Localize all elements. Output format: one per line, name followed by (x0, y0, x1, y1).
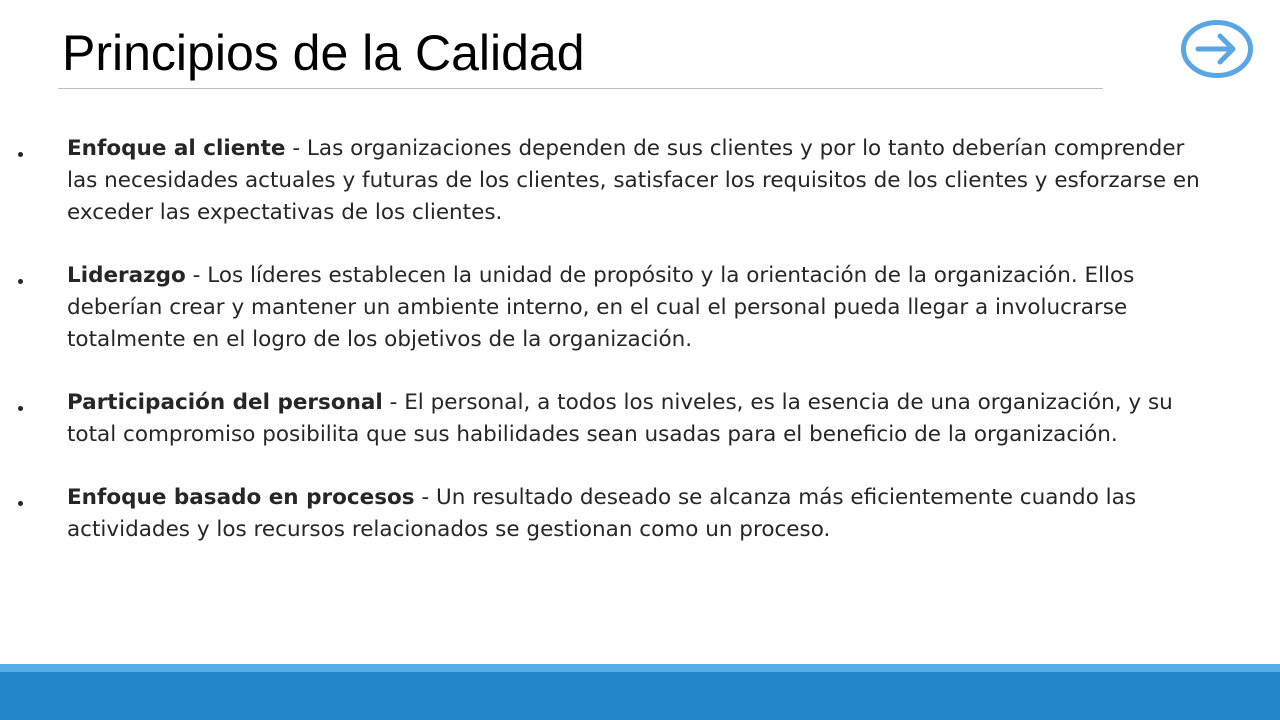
footer-accent-band (0, 664, 1280, 672)
list-item (0, 260, 1280, 356)
principle-separator: - (285, 136, 307, 161)
arrow-right-circle-icon (1180, 20, 1254, 78)
list-item (0, 133, 1280, 229)
principle-term: Enfoque basado en procesos (67, 485, 415, 510)
principle-term: Participación del personal (67, 390, 383, 415)
bullet-dot (18, 152, 23, 157)
principle-separator: - (382, 390, 405, 415)
bullet-dot (18, 406, 23, 411)
list-item (0, 387, 1280, 451)
principle-description: Los líderes establecen la unidad de propósito y la orientación de la organización. Ellos deberían crear y mantener un ambiente interno, en el cual el personal pueda llegar a involucrarse totalmente en el logro de los objetivos de la organización. (67, 263, 1135, 352)
slide-title: Principios de la Calidad (62, 25, 585, 81)
principle-term: Enfoque al cliente (67, 136, 286, 161)
next-slide-button[interactable] (1180, 20, 1254, 78)
principle-description: Las organizaciones dependen de sus clientes y por lo tanto deberían comprender las necesidades actuales y futuras de los clientes, satisfacer los requisitos de los clientes y esforzarse en exceder las expectativas de los clientes. (67, 136, 1200, 225)
bullet-dot (18, 501, 23, 506)
principle-term: Liderazgo (67, 263, 186, 288)
principles-list (0, 133, 1280, 577)
list-item (0, 482, 1280, 546)
bullet-dot (18, 279, 23, 284)
principle-separator: - (185, 263, 208, 288)
principle-separator: - (414, 485, 436, 510)
footer-band (0, 672, 1280, 720)
principle-description: El personal, a todos los niveles, es la esencia de una organización, y su total compromiso posibilita que sus habilidades sean usadas para el beneficio de la organización. (67, 390, 1173, 447)
title-divider (58, 88, 1103, 89)
principle-description: Un resultado deseado se alcanza más eficientemente cuando las actividades y los recursos relacionados se gestionan como un proceso. (67, 485, 1137, 542)
